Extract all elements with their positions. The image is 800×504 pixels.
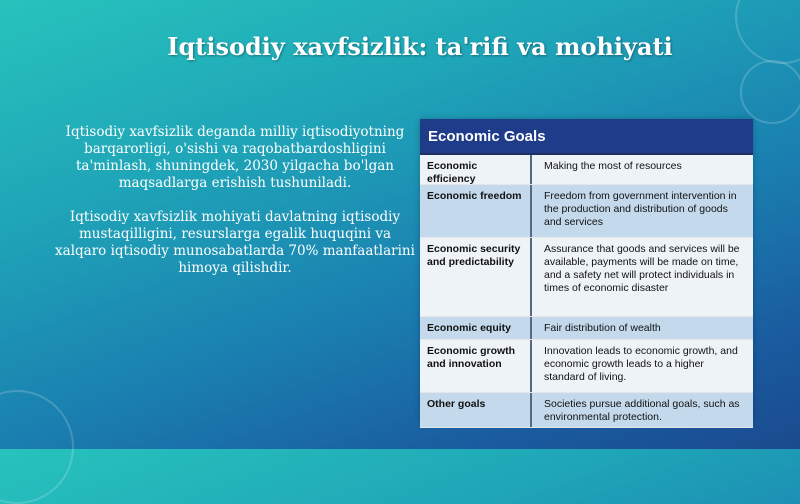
description-cell: Making the most of resources [544, 160, 682, 172]
goal-cell: Economic growth and innovation [420, 340, 532, 392]
decorative-circle [0, 390, 74, 504]
slide-title: Iqtisodiy xavfsizlik: ta'rifi va mohiyati [167, 32, 673, 61]
description-cell: Freedom from government intervention in the production and distribution of goods and services [544, 190, 737, 228]
table-row [420, 340, 753, 393]
table-row [420, 155, 753, 185]
description-cell: Assurance that goods and services will be available, payments will be made on time, and a safety net will protect individuals in times of economic disaster [544, 243, 740, 294]
table-row [420, 317, 753, 340]
table-header: Economic Goals [420, 119, 753, 155]
table-row [420, 238, 753, 317]
goal-cell: Other goals [420, 393, 532, 427]
table-row [420, 185, 753, 238]
description-cell: Innovation leads to economic growth, and economic growth leads to a higher standard of living. [544, 345, 738, 383]
economic-goals-table [420, 119, 753, 421]
decorative-circle [740, 60, 800, 124]
description-cell: Societies pursue additional goals, such as environmental protection. [544, 398, 740, 423]
slide-body [55, 124, 415, 294]
goal-cell: Economic efficiency [420, 155, 532, 184]
table-body [420, 155, 753, 428]
goal-cell: Economic freedom [420, 185, 532, 237]
goal-cell: Economic security and predictability [420, 238, 532, 316]
goal-cell: Economic equity [420, 317, 532, 339]
table-row [420, 393, 753, 428]
body-paragraph: Iqtisodiy xavfsizlik mohiyati davlatning iqtisodiy mustaqilligini, resurslarga egalik huquqini va xalqaro iqtisodiy munosabatlarda 70% manfaatlarini himoya qilishdir. [55, 209, 415, 276]
description-cell: Fair distribution of wealth [544, 322, 661, 334]
body-paragraph: Iqtisodiy xavfsizlik deganda milliy iqtisodiyotning barqarorligi, o'sishi va raqobatbardoshligini ta'minlash, shuningdek, 2030 yilgacha bo'lgan maqsadlarga erishish tushuniladi. [65, 124, 405, 191]
